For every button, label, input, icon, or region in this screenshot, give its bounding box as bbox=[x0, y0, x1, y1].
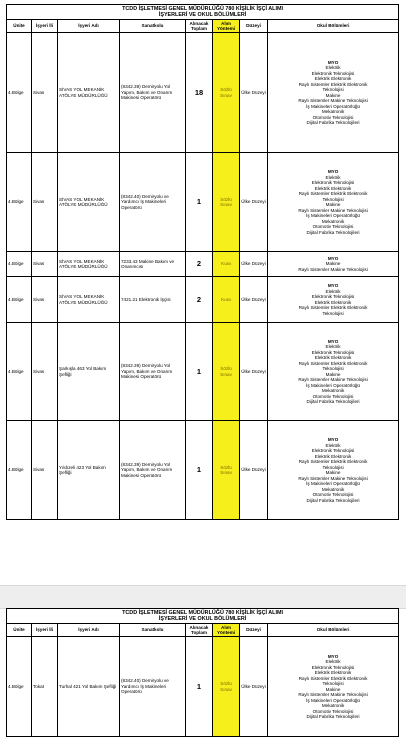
cell-adi: SİVAS YOL MEKANİK ATÖLYE MÜDÜRLÜĞÜ bbox=[58, 277, 120, 323]
cell-il: Sivas bbox=[32, 421, 58, 520]
cell-total: 2 bbox=[186, 252, 213, 277]
header-okul: Okul Bölümleri bbox=[268, 624, 399, 637]
header-okul: Okul Bölümleri bbox=[268, 20, 399, 33]
cell-yontem: Sözlü Sınav bbox=[213, 153, 240, 252]
header-alinacak: Alınacak Toplam bbox=[186, 20, 213, 33]
header-unite: Ünite bbox=[7, 624, 32, 637]
cell-okul: MYO Makine Raylı Sistemler Makine Teknolojisi bbox=[268, 252, 399, 277]
cell-duzey: Ülke Düzeyi bbox=[240, 277, 268, 323]
cell-il: Tokat bbox=[32, 637, 58, 737]
table-row bbox=[7, 421, 399, 520]
header-unite: Ünite bbox=[7, 20, 32, 33]
cell-unite: 4.Bölge bbox=[7, 252, 32, 277]
cell-total: 18 bbox=[186, 33, 213, 153]
cell-okul: MYO Elektrik Elektronik Teknolojisi Elektrik Elektronik Raylı Sistemler Elektrik Elektronik Teknolojisi Makine Raylı Sistemler Makine Teknolojisi İş Makineleri Operatörlüğü Mekatronik Otomotiv Teknolojisi Dijital Fabrika Teknolojileri bbox=[268, 153, 399, 252]
cell-yontem: Sözlü Sınav bbox=[213, 421, 240, 520]
cell-okul: MYO Elektrik Elektronik Teknolojisi Elektrik Elektronik Raylı Sistemler Elektrik Elektronik Teknolojisi Makine Raylı Sistemler Makine Teknolojisi İş Makineleri Operatörlüğü Mekatronik Otomotiv Teknolojisi Dijital Fabrika Teknolojileri bbox=[268, 637, 399, 737]
cell-total: 1 bbox=[186, 153, 213, 252]
header-sanat: Sanatkolu bbox=[120, 624, 186, 637]
cell-total: 1 bbox=[186, 421, 213, 520]
cell-il: Sivas bbox=[32, 323, 58, 421]
cell-adi: SİVAS YOL MEKANİK ATÖLYE MÜDÜRLÜĞÜ bbox=[58, 252, 120, 277]
table-row bbox=[7, 277, 399, 323]
header-duzey: Düzeyi bbox=[240, 624, 268, 637]
document-page-1 bbox=[6, 4, 398, 520]
cell-adi: Şarkışla 463 Yol Bakım Şefliği bbox=[58, 323, 120, 421]
header-duzey: Düzeyi bbox=[240, 20, 268, 33]
header-il: İşyeri İli bbox=[32, 20, 58, 33]
cell-adi: SİVAS YOL MEKANİK ATÖLYE MÜDÜRLÜĞÜ bbox=[58, 33, 120, 153]
recruitment-table-continued bbox=[6, 608, 399, 737]
header-alim: Alım Yöntemi bbox=[213, 624, 240, 637]
cell-sanat: 7421.21 Elektronik İşçisi bbox=[120, 277, 186, 323]
cell-sanat: (8342.40) Demiryolu ve Yardımcı İş Makineleri Operatörü bbox=[120, 637, 186, 737]
cell-il: Sivas bbox=[32, 252, 58, 277]
cell-adi: Yıldızeli 423 Yol Bakım Şefliği bbox=[58, 421, 120, 520]
cell-sanat: 7233.43 Makine Bakım ve Onarımcısı bbox=[120, 252, 186, 277]
cell-adi: Turhal 421 Yol Bakım Şefliği bbox=[58, 637, 120, 737]
cell-duzey: Ülke Düzeyi bbox=[240, 421, 268, 520]
cell-sanat: (8342.39) Demiryolu Yol Yapım, Bakım ve Onarım Makinesi Operatörü bbox=[120, 33, 186, 153]
cell-adi: SİVAS YOL MEKANİK ATÖLYE MÜDÜRLÜĞÜ bbox=[58, 153, 120, 252]
cell-unite: 4.Bölge bbox=[7, 33, 32, 153]
header-alinacak: Alınacak Toplam bbox=[186, 624, 213, 637]
cell-duzey: Ülke Düzeyi bbox=[240, 153, 268, 252]
cell-unite: 4.Bölge bbox=[7, 277, 32, 323]
header-il: İşyeri İli bbox=[32, 624, 58, 637]
cell-okul: MYO Elektrik Elektronik Teknolojisi Elektrik Elektronik Raylı Sistemler Elektrik Elektronik Teknolojisi bbox=[268, 277, 399, 323]
cell-sanat: (8342.40) Demiryolu ve Yardımcı İş Makineleri Operatörü bbox=[120, 153, 186, 252]
table-row bbox=[7, 323, 399, 421]
cell-unite: 4.Bölge bbox=[7, 323, 32, 421]
cell-yontem: Sözlü Sınav bbox=[213, 33, 240, 153]
table-title: TCDD İŞLETMESİ GENEL MÜDÜRLÜĞÜ 780 KİŞİLİK İŞÇİ ALIMI İŞYERLERİ VE OKUL BÖLÜMLERİ bbox=[7, 5, 399, 20]
cell-duzey: Ülke Düzeyi bbox=[240, 323, 268, 421]
table-row bbox=[7, 252, 399, 277]
cell-unite: 4.Bölge bbox=[7, 637, 32, 737]
cell-yontem: Sözlü Sınav bbox=[213, 323, 240, 421]
cell-total: 1 bbox=[186, 323, 213, 421]
cell-unite: 4.Bölge bbox=[7, 153, 32, 252]
header-adi: İşyeri Adı bbox=[58, 20, 120, 33]
cell-yontem: Kura bbox=[213, 252, 240, 277]
table-header-row bbox=[7, 20, 399, 33]
table-title: TCDD İŞLETMESİ GENEL MÜDÜRLÜĞÜ 780 KİŞİLİK İŞÇİ ALIMI İŞYERLERİ VE OKUL BÖLÜMLERİ bbox=[7, 609, 399, 624]
cell-sanat: (8342.39) Demiryolu Yol Yapım, Bakım ve Onarım Makinesi Operatörü bbox=[120, 323, 186, 421]
table-row bbox=[7, 33, 399, 153]
page-separator bbox=[0, 585, 406, 609]
table-title-row bbox=[7, 609, 399, 624]
table-row bbox=[7, 637, 399, 737]
cell-il: Sivas bbox=[32, 153, 58, 252]
cell-okul: MYO Elektrik Elektronik Teknolojisi Elektrik Elektronik Raylı Sistemler Elektrik Elektronik Teknolojisi Makine Raylı Sistemler Makine Teknolojisi İş Makineleri Operatörlüğü Mekatronik Otomotiv Teknolojisi Dijital Fabrika Teknolojileri bbox=[268, 33, 399, 153]
cell-total: 1 bbox=[186, 637, 213, 737]
header-alim: Alım Yöntemi bbox=[213, 20, 240, 33]
header-sanat: Sanatkolu bbox=[120, 20, 186, 33]
cell-duzey: Ülke Düzeyi bbox=[240, 33, 268, 153]
cell-sanat: (8342.39) Demiryolu Yol Yapım, Bakım ve Onarım Makinesi Operatörü bbox=[120, 421, 186, 520]
document-page-2 bbox=[6, 608, 398, 737]
recruitment-table bbox=[6, 4, 399, 520]
table-header-row bbox=[7, 624, 399, 637]
cell-yontem: Kura bbox=[213, 277, 240, 323]
cell-duzey: Ülke Düzeyi bbox=[240, 252, 268, 277]
header-adi: İşyeri Adı bbox=[58, 624, 120, 637]
cell-il: Sivas bbox=[32, 33, 58, 153]
cell-unite: 4.Bölge bbox=[7, 421, 32, 520]
table-row bbox=[7, 153, 399, 252]
table-title-row bbox=[7, 5, 399, 20]
cell-okul: MYO Elektrik Elektronik Teknolojisi Elektrik Elektronik Raylı Sistemler Elektrik Elektronik Teknolojisi Makine Raylı Sistemler Makine Teknolojisi İş Makineleri Operatörlüğü Mekatronik Otomotiv Teknolojisi Dijital Fabrika Teknolojileri bbox=[268, 421, 399, 520]
cell-duzey: Ülke Düzeyi bbox=[240, 637, 268, 737]
cell-okul: MYO Elektrik Elektronik Teknolojisi Elektrik Elektronik Raylı Sistemler Elektrik Elektronik Teknolojisi Makine Raylı Sistemler Makine Teknolojisi İş Makineleri Operatörlüğü Mekatronik Otomotiv Teknolojisi Dijital Fabrika Teknolojileri bbox=[268, 323, 399, 421]
cell-il: Sivas bbox=[32, 277, 58, 323]
cell-yontem: Sözlü Sınav bbox=[213, 637, 240, 737]
cell-total: 2 bbox=[186, 277, 213, 323]
